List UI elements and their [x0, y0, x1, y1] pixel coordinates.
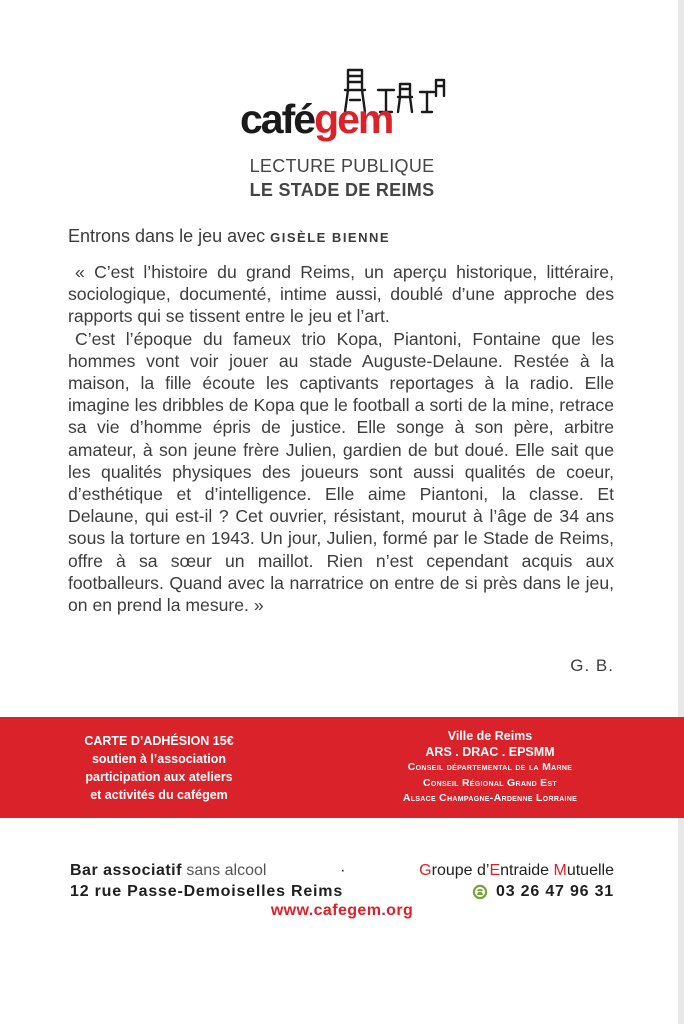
quote-paragraph-1: « C’est l’histoire du grand Reims, un aperçu historique, littéraire, sociologique, documenté, intime aussi, doublé d’une approche des rapports qui se tissent entre le jeu et l’art.	[68, 262, 614, 327]
partner-region-2: Alsace Champagne-Ardenne Lorraine	[402, 792, 578, 804]
page-edge	[678, 0, 684, 1024]
phone-number: 03 26 47 96 31	[496, 883, 614, 900]
membership-info	[64, 732, 254, 804]
logo-cafe: café	[240, 96, 315, 142]
gem-letter-g: G	[419, 862, 432, 879]
website-link[interactable]: www.cafegem.org	[270, 902, 414, 919]
gem-word-3: utuelle	[566, 862, 614, 879]
footer-line-1	[70, 862, 614, 880]
partner-city: Ville de Reims	[447, 729, 533, 743]
gem-word-2: ntraide	[500, 862, 554, 879]
event-title: LE STADE DE REIMS	[249, 180, 435, 200]
bar-description	[70, 862, 266, 880]
signature: G. B.	[570, 656, 614, 675]
membership-line-3: participation aux ateliers	[85, 770, 233, 784]
separator-dot: ·	[340, 862, 346, 879]
partner-region: Conseil Régional Grand Est	[422, 776, 557, 789]
gem-word-1: roupe d’	[431, 862, 490, 879]
bar-label: Bar associatif	[70, 862, 182, 879]
logo-wordmark	[240, 98, 392, 140]
gem-full-name	[419, 862, 614, 880]
intro-line	[68, 226, 390, 247]
partner-department: Conseil départemental de la Marne	[407, 761, 573, 773]
cafegem-logo	[236, 66, 452, 146]
partners-info	[362, 729, 618, 807]
membership-line-4: et activités du cafégem	[90, 788, 228, 802]
phone-icon	[472, 884, 488, 900]
author-name: GISÈLE BIENNE	[270, 230, 391, 245]
footer-line-2	[70, 883, 614, 901]
info-band	[0, 717, 684, 818]
event-type: LECTURE PUBLIQUE	[249, 156, 435, 176]
phone-contact	[472, 883, 614, 901]
logo-gem: gem	[314, 96, 393, 142]
address: 12 rue Passe-Demoiselles Reims	[70, 883, 344, 900]
membership-line-2: soutien à l’association	[91, 752, 227, 766]
partner-agencies: ARS . DRAC . EPSMM	[425, 744, 555, 759]
bar-sans-alcool: sans alcool	[186, 862, 267, 879]
membership-price: CARTE D’ADHÉSION 15€	[84, 734, 234, 748]
intro-text: Entrons dans le jeu avec	[68, 226, 266, 246]
gem-letter-m: M	[553, 862, 567, 879]
gem-letter-e: E	[489, 862, 501, 879]
quote-paragraph-2: C’est l’époque du fameux trio Kopa, Piantoni, Fontaine que les hommes vont voir jouer au stade Auguste-Delaune. Restée à la maison, la fille écoute les captivants reportages à la radio. Elle imagine les dribbles de Kopa que le football a sorti de la mine, retrace sa vie d’homme épris de justice. Elle songe à son père, arbitre amateur, à son jeune frère Julien, gardien de but doué. Elle sait que les qualités physiques des joueurs sont aussi qualités de coeur, d’esthétique et d’intelligence. Elle aime Piantoni, la classe. Et Delaune, qui est-il ? Cet ouvrier, résistant, mourut à l’âge de 34 ans sous la torture en 1943. Un jour, Julien, formé par le Stade de Reims, offre à sa sœur un maillot. Rien n’est cependant acquis aux footballeurs. Quand avec la narratrice on entre de si près dans le jeu, on en prend la mesure. »	[68, 328, 614, 616]
quote-body	[68, 261, 614, 616]
